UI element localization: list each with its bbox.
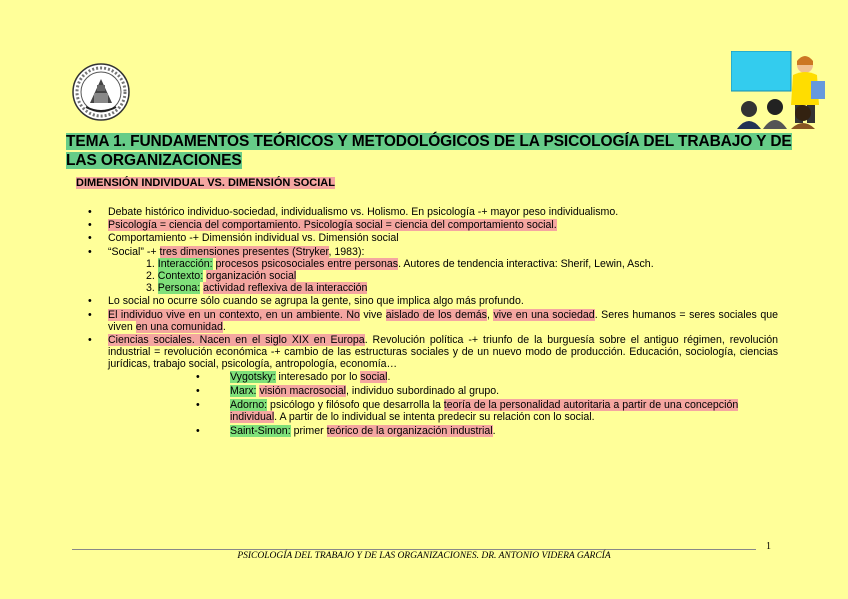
title-line-2: LAS ORGANIZACIONES — [66, 152, 242, 169]
bullet-item: • Debate histórico individuo-sociedad, individualismo vs. Holismo. En psicología -+ mayor peso individualismo. — [88, 206, 778, 218]
dimension-item: 3. Persona: actividad reflexiva de la interacción — [146, 282, 368, 295]
classroom-illustration — [731, 51, 828, 129]
authors-list — [108, 371, 778, 438]
dimension-item: 2. Contexto: organización social — [146, 270, 297, 283]
author-item: • Vygotsky: interesado por lo social. — [108, 371, 778, 383]
bullet-item: • El individuo vive en un contexto, en un ambiente. No vive aislado de los demás, vive en una sociedad. Seres humanos = seres sociales que viven en una comunidad. — [88, 309, 778, 333]
bullet-item: • “Social” -+ tres dimensiones presentes (Stryker, 1983): 1. Interacción: procesos psicosociales entre personas. Autores de tendencia interactiva: Sherif, Lewin, Asch. 2. Contexto: organización social 3. Persona: actividad reflexiva de la interacción — [88, 246, 778, 295]
footer-divider — [72, 549, 756, 550]
bullet-item: • Lo social no ocurre sólo cuando se agrupa la gente, sino que implica algo más profundo. — [88, 295, 778, 307]
dimension-item: 1. Interacción: procesos psicosociales entre personas. Autores de tendencia interactiva: Sherif, Lewin, Asch. — [146, 257, 654, 270]
author-item: • Saint-Simon: primer teórico de la organización industrial. — [108, 425, 778, 437]
author-item: • Marx: visión macrosocial, individuo subordinado al grupo. — [108, 385, 778, 397]
page-number: 1 — [766, 541, 771, 552]
bullet-item: • Comportamiento -+ Dimensión individual vs. Dimensión social — [88, 232, 778, 244]
bullet-item: • Psicología = ciencia del comportamiento. Psicología social = ciencia del comportamiento social. — [88, 219, 778, 231]
subtitle-text: DIMENSIÓN INDIVIDUAL VS. DIMENSIÓN SOCIAL — [76, 177, 335, 189]
content-body — [88, 206, 778, 440]
university-seal-logo — [72, 63, 130, 121]
section-subtitle — [76, 177, 335, 189]
page-title — [66, 132, 836, 170]
bullet-list — [88, 206, 778, 438]
bullet-item: • Ciencias sociales. Nacen en el siglo XIX en Europa. Revolución política -+ triunfo de la burguesía sobre el antiguo régimen, revolución industrial = revolución económica -+ cambio de las estructuras sociales y de un nuevo modo de producción. Educación, sociología, ciencias jurídicas, trabajo social, psicología, antropología, economía… • Vygotsky: interesado por lo social. • Marx: visión macrosocial, individuo subordinado al grupo. • Adorno: psicólogo y filósofo que desarrolla la teoría de la personalidad autoritaria a partir de una concepción individual. A partir de lo individual se intenta predecir su relación con lo social. • Saint-Simon: primer teórico de la organización industrial. — [88, 334, 778, 438]
author-item: • Adorno: psicólogo y filósofo que desarrolla la teoría de la personalidad autoritaria a partir de una concepción individual. A partir de lo individual se intenta predecir su relación con lo social. — [108, 399, 778, 423]
title-line-1: TEMA 1. FUNDAMENTOS TEÓRICOS Y METODOLÓGICOS DE LA PSICOLOGÍA DEL TRABAJO Y DE — [66, 133, 792, 150]
dimensions-list — [108, 258, 778, 295]
footer-text: PSICOLOGÍA DEL TRABAJO Y DE LAS ORGANIZACIONES. DR. ANTONIO VIDERA GARCÍA — [237, 551, 611, 561]
